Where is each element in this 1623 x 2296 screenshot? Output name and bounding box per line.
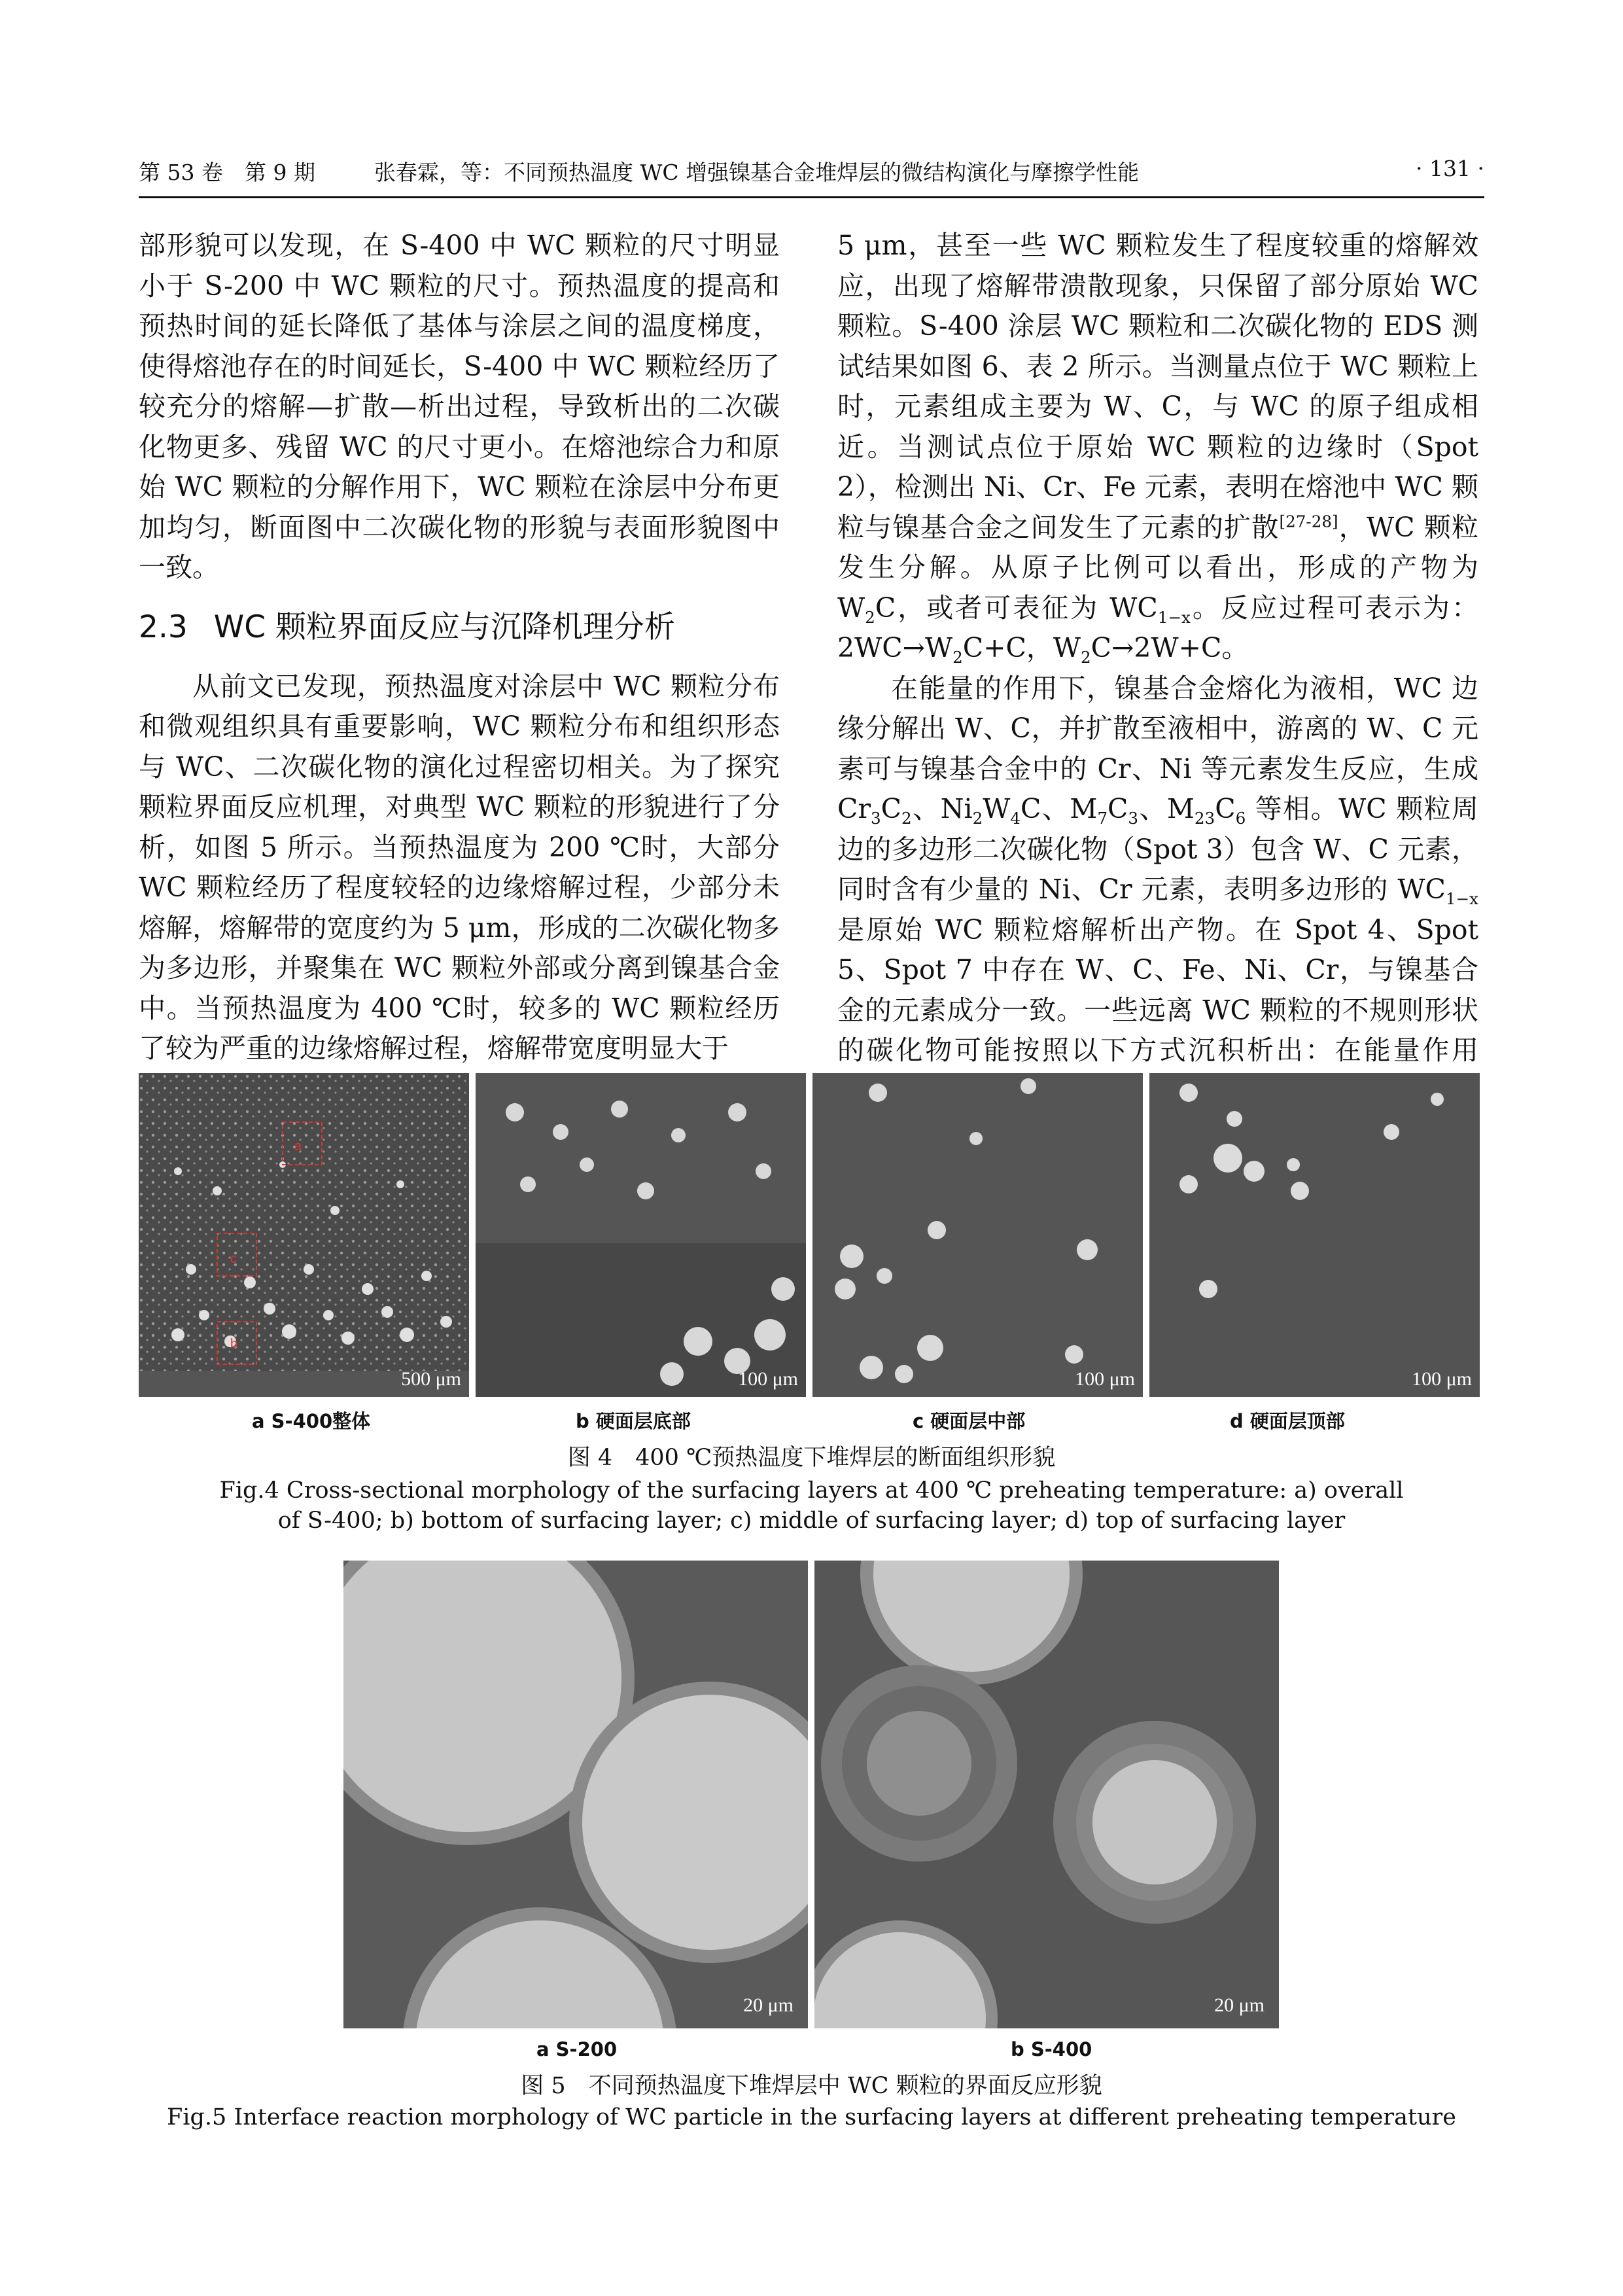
text-run: C，或者可表征为 WC	[875, 592, 1158, 624]
figure5-caption-en: Fig.5 Interface reaction morphology of WC particle in the surfacing layers at different preheating temperature	[167, 2104, 1456, 2130]
figure4-caption-en-2: of S-400; b) bottom of surfacing layer; c) middle of surfacing layer; d) top of surfacing layer	[277, 1508, 1346, 1534]
scale-bar-label: 500 μm	[401, 1368, 461, 1390]
subscript: 3	[870, 809, 881, 828]
text-run: W	[983, 793, 1011, 824]
region-marker: a	[294, 1139, 302, 1154]
subscript: 3	[1128, 809, 1138, 828]
figure5-panel-b	[814, 1561, 1279, 2028]
text-run: 。反应过程可表示为：2WC→W	[837, 592, 1478, 663]
sem-micrograph	[139, 1073, 469, 1397]
subfigure-label: a S-200	[536, 2038, 618, 2060]
text-run: ，WC 颗粒发生分解。从原子比例可以看出，形成的产物为 W	[837, 511, 1479, 624]
text-run: C	[881, 793, 902, 824]
sem-micrograph	[343, 1561, 808, 2028]
section-number: 2.3	[139, 609, 188, 645]
sem-micrograph	[814, 1561, 1279, 2028]
subfigure-label: c 硬面层中部	[913, 1410, 1026, 1432]
scale-bar-label: 20 μm	[743, 1994, 794, 2016]
paragraph: 从前文已发现，预热温度对涂层中 WC 颗粒分布和微观组织具有重要影响，WC 颗粒分布和组织形态与 WC、二次碳化物的演化过程密切相关。为了探究颗粒界面反应机理，对典型 WC 颗粒的形貌进行了分析，如图 5 所示。当预热温度为 200 ℃时，大部分 WC 颗粒经历了程度较轻的边缘熔解过程，少部分未熔解，熔解带的宽度约为 5 μm，形成的二次碳化物多为多边形，并聚集在 WC 颗粒外部或分离到镍基合金中。当预热温度为 400 ℃时，较多的 WC 颗粒经历了较为严重的边缘熔解过程，熔解带宽度明显大于	[139, 670, 780, 1064]
text-run: 5 μm，甚至一些 WC 颗粒发生了程度较重的熔解效应，出现了熔解带溃散现象，只保留了部分原始 WC 颗粒。S-400 涂层 WC 颗粒和二次碳化物的 EDS 测试结果如图 6、表 2 所示。当测量点位于 WC 颗粒上时，元素组成主要为 W、C，与 WC 的原子组成相近。当测试点位于原始 WC 颗粒的边缘时（Spot 2），检测出 Ni、Cr、Fe 元素，表明在熔池中 WC 颗粒与镍基合金之间发生了元素的扩散	[837, 230, 1478, 543]
subfigure-label: a S-400整体	[252, 1410, 371, 1432]
subscript: 1−x	[1157, 607, 1191, 627]
scale-bar-label: 100 μm	[738, 1368, 798, 1390]
paragraph	[837, 226, 1478, 669]
figure4-panel-d	[1149, 1073, 1480, 1397]
text-run: 在能量的作用下，镍基合金熔化为液相，WC 边缘分解出 W、C，并扩散至液相中，游离的 W、C 元素可与镍基合金中的 Cr、Ni 等元素发生反应，生成 Cr	[837, 672, 1478, 824]
figure4-panel-a	[139, 1073, 469, 1397]
paragraph	[837, 669, 1478, 1112]
subfigure-label: b 硬面层底部	[576, 1410, 691, 1432]
section-title: WC 颗粒界面反应与沉降机理分析	[213, 609, 675, 645]
scale-bar-label: 100 μm	[1412, 1368, 1472, 1390]
subfigure-label: d 硬面层顶部	[1230, 1410, 1345, 1432]
text-run: 、M	[1138, 793, 1195, 824]
journal-volume: 第 53 卷 第 9 期	[139, 160, 315, 185]
figure4-panel-b	[476, 1073, 806, 1397]
paragraph: 部形貌可以发现，在 S-400 中 WC 颗粒的尺寸明显小于 S-200 中 WC 颗粒的尺寸。预热温度的提高和预热时间的延长降低了基体与涂层之间的温度梯度，使得熔池存在的时间延长，S-400 中 WC 颗粒经历了较充分的熔解—扩散—析出过程，导致析出的二次碳化物更多、残留 WC 的尺寸更小。在熔池综合力和原始 WC 颗粒的分解作用下，WC 颗粒在涂层中分布更加均匀，断面图中二次碳化物的形貌与表面形貌图中一致。	[139, 230, 780, 583]
figure4-panel-c	[812, 1073, 1143, 1397]
scale-bar-label: 20 μm	[1214, 1994, 1265, 2016]
figure5-panel-a	[343, 1561, 808, 2028]
article-running-title: 张春霖，等：不同预热温度 WC 增强镍基合金堆焊层的微结构演化与摩擦学性能	[374, 160, 1140, 185]
subscript: 2	[1081, 648, 1091, 667]
text-run: 是原始 WC 颗粒熔解析出产物。在 Spot 4、Spot 5、Spot 7 中存在 W、C、Fe、Ni、Cr，与镍基合金的元素成分一致。一些远离 WC 颗粒的不规则形状的碳化物可能按照以下方式沉积析出：在能量作用	[837, 913, 1478, 1066]
subfigure-label: b S-400	[1011, 2038, 1092, 2060]
subscript: 2	[972, 809, 983, 828]
subscript: 2	[865, 607, 875, 627]
citation[interactable]: [27-28]	[1279, 511, 1338, 531]
left-column	[139, 226, 780, 1069]
text-run: C→2W+C。	[1091, 632, 1249, 663]
header-rule	[139, 196, 1484, 198]
figure4-caption-cn: 图 4 400 ℃预热温度下堆焊层的断面组织形貌	[567, 1445, 1056, 1471]
subscript: 6	[1235, 809, 1246, 828]
subscript: 1−x	[1445, 889, 1478, 909]
sem-micrograph	[812, 1073, 1143, 1397]
text-run: 等相。WC 颗粒周边的多边形二次碳化物（Spot 3）包含 W、C 元素，同时含有少量的 Ni、Cr 元素，表明多边形的 WC	[837, 793, 1478, 905]
region-marker: c	[230, 1252, 237, 1266]
running-header	[139, 156, 1484, 195]
subscript: 2	[952, 648, 963, 667]
figure5-caption-cn: 图 5 不同预热温度下堆焊层中 WC 颗粒的界面反应形貌	[521, 2073, 1102, 2099]
figure4-caption-en-1: Fig.4 Cross-sectional morphology of the surfacing layers at 400 ℃ preheating temperature: a) overall	[219, 1477, 1404, 1504]
text-run: C	[1215, 793, 1236, 824]
text-run: C+C，W	[962, 632, 1081, 663]
region-marker: b	[230, 1337, 238, 1351]
sem-micrograph	[476, 1073, 806, 1397]
subscript: 4	[1010, 809, 1021, 828]
subscript: 2	[901, 809, 912, 828]
section-heading	[139, 608, 780, 647]
subscript: 23	[1194, 809, 1215, 828]
scale-bar-label: 100 μm	[1075, 1368, 1135, 1390]
text-run: C、M	[1021, 793, 1098, 824]
subscript: 7	[1097, 809, 1108, 828]
sem-micrograph	[1149, 1073, 1480, 1397]
text-run: 、Ni	[911, 793, 973, 824]
text-run: C	[1107, 793, 1128, 824]
right-column	[837, 226, 1478, 1111]
page-number: · 131 ·	[1416, 156, 1484, 181]
